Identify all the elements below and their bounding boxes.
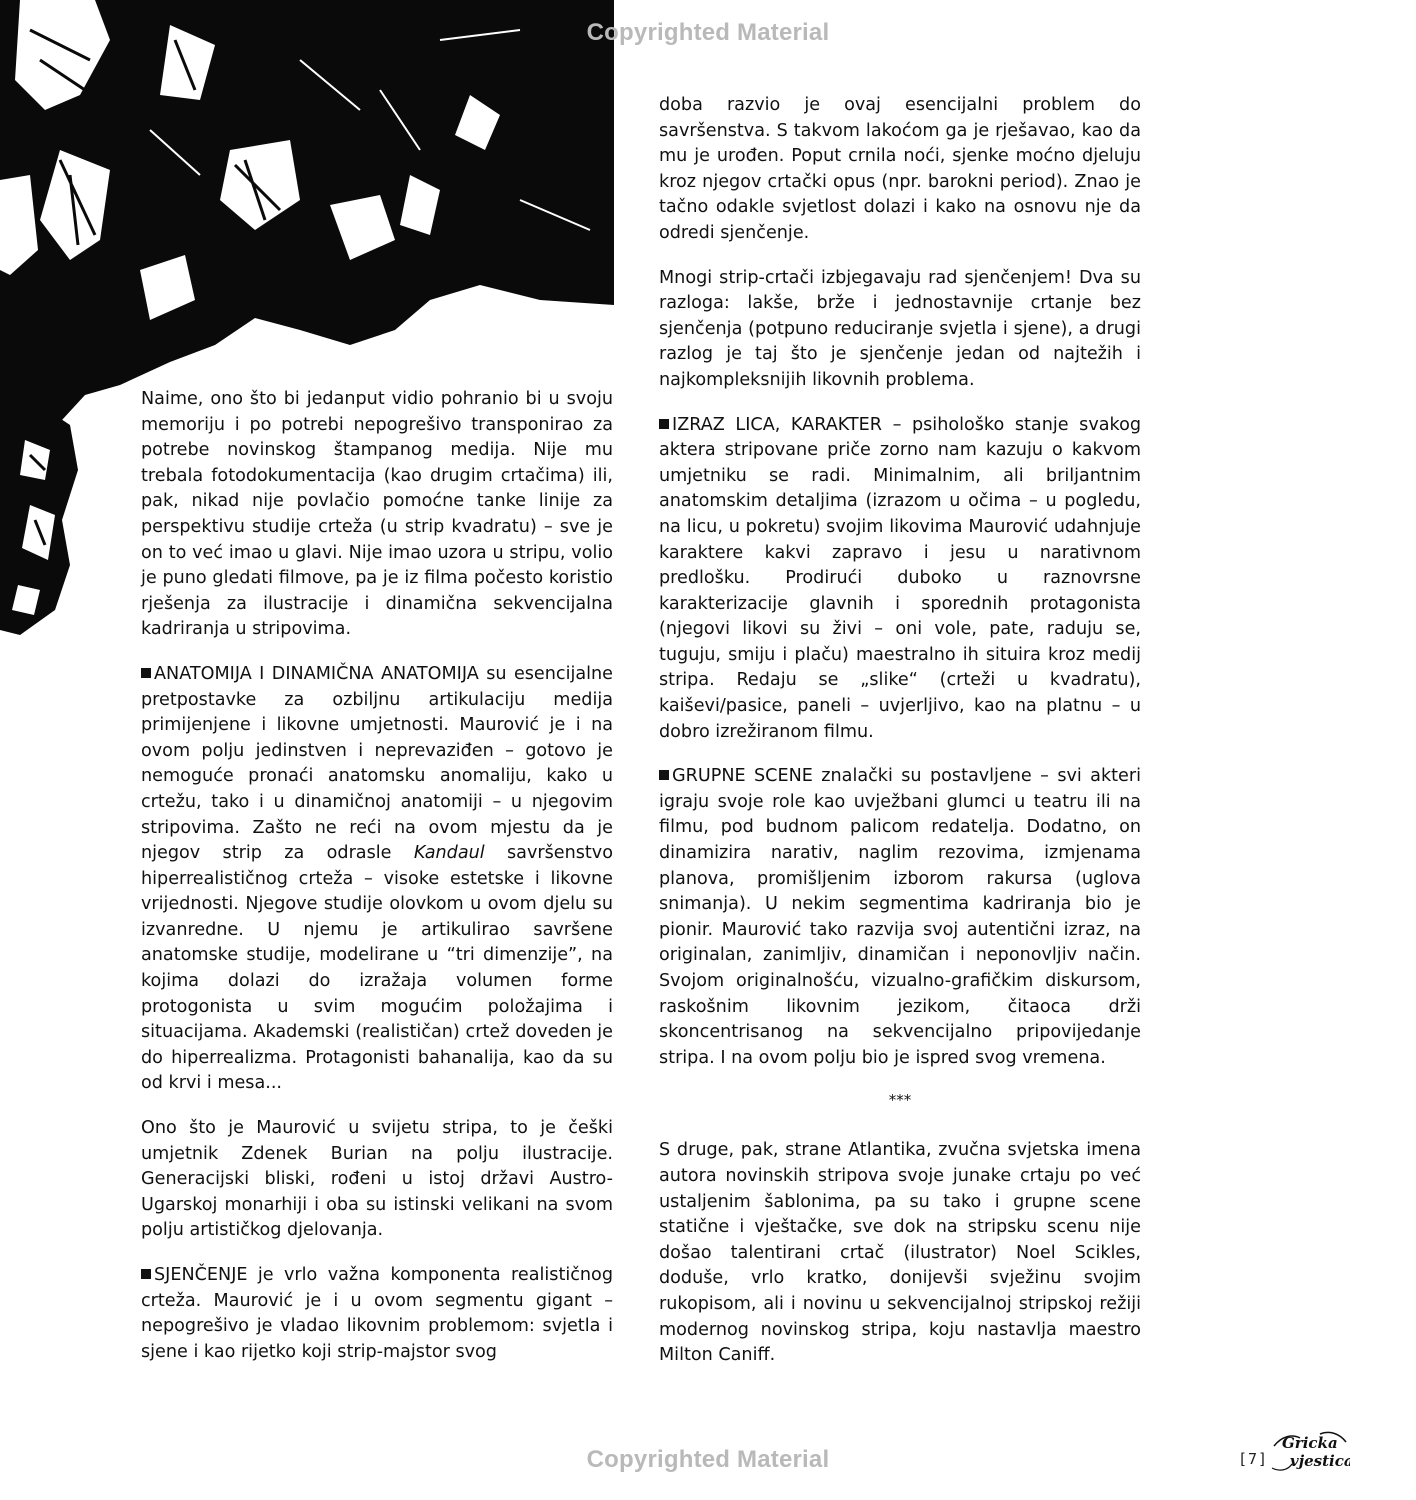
watermark-bottom: Copyrighted Material (586, 1446, 830, 1473)
paragraph: GRUPNE SCENE znalački su postavljene – svi akteri igraju svoje role kao uvježbani glumci u teatru ili na filmu, pod budnom palicom redatelja. Dodatno, on dinamizira narativ, naglim rezovima, izmjenama planova, promišljenim izborom rakursa (uglova snimanja). U nekim segmentima kadriranja bio je pionir. Maurović tako razvija svoj autentični izraz, na originalan, zanimljiv, dinamičan i neponovljiv način. Svojom originalnošću, vizualno-grafičkim diskursom, raskošnim likovnim jezikom, čitaoca drži skoncentrisanog na sekvencijalno pripovijedanje stripa. I na ovom polju bio je ispred svog vremena. (659, 766, 1141, 1068)
bullet-icon (141, 668, 151, 678)
paragraph: doba razvio je ovaj esencijalni problem do savršenstva. S takvom lakoćom ga je rješavao, kao da mu je urođen. Poput crnila noći, sjenke moćno djeluju kroz njegov crtački opus (npr. barokni period). Znao je tačno odakle svjetlost dolazi i kako na osnovu nje da odredi sjenčenje. (659, 95, 1141, 243)
paragraph: SJENČENJE je vrlo važna komponenta realističnog crteža. Maurović je i u ovom segmentu gigant – nepogrešivo je vladao likovnim problemom: svjetla i sjene i kao rijetko koji strip-majstor svog (141, 1265, 613, 1362)
paragraph: ANATOMIJA I DINAMIČNA ANATOMIJA su esencijalne pretpostavke za ozbiljnu artikulaciju medija primijenjene i likovne umjetnosti. Maurović je i na ovom polju jedinstven i neprevaziđen – gotovo je nemoguće pronaći anatomsku anomaliju, kako u crtežu, tako i u dinamičnoj anatomiji – u njegovim stripovima. Zašto ne reći na ovom mjestu da je njegov strip za odrasle Kandaul savršenstvo hiperrealističnog crteža – visoke estetske i likovne vrijednosti. Njegove studije olovkom u ovom djelu su izvanredne. U njemu je artikulirao savršene anatomske studije, modelirane u “tri dimenzije”, na kojima dolazi do izražaja volumen forme protogonista u svim mogućim položajima i situacijama. Akademski (realističan) crtež doveden je do hiperrealizma. Protagonisti bahanalija, kao da su od krvi i mesa... (141, 663, 614, 1094)
watermark-top: Copyrighted Material (586, 19, 830, 46)
work-title: Kandaul (413, 843, 485, 864)
paragraph: S druge, pak, strane Atlantika, zvučna svjetska imena autora novinskih stripova svoje junake crtaju po već ustaljenim šablonima, pa su tako i grupne scene statične i vještačke, sve dok na stripsku scenu nije došao talentirani crtač (ilustrator) Noel Scikles, doduše, vrlo kratko, donijevši svježinu svojim rukopisom, ali i novinu u sekvencijalnoj stripskoj režiji modernog novinskog stripa, koju nastavlja maestro Milton Caniff. (659, 1140, 1141, 1366)
bullet-icon (141, 1269, 151, 1279)
bullet-icon (659, 419, 669, 429)
section-lead: GRUPNE SCENE (672, 766, 813, 787)
paragraph: Naime, ono što bi jedanput vidio pohranio bi u svoju memoriju i po potrebi nepogrešivo transponirao za potrebe novinskog štampanog medija. Nije mu trebala fotodokumentacija (kao drugim crtačima) ili, pak, nikad nije povlačio pomoćne tanke linije za perspektivu studije crteža (u strip kvadratu) – sve je on to već imao u glavi. Nije imao uzora u stripu, volio je puno gledati filmove, pa je iz filma počesto koristio rješenja za ilustracije i dinamična sekvencijalna kadriranja u stripovima. (141, 389, 613, 640)
section-lead: SJENČENJE (154, 1265, 248, 1285)
bullet-icon (659, 770, 669, 780)
magazine-logo (1270, 1428, 1350, 1472)
left-column (141, 387, 613, 1384)
right-column (659, 93, 1141, 1388)
page-number: [7] (1238, 1450, 1269, 1468)
section-separator: *** (888, 1091, 912, 1110)
paragraph: Mnogi strip-crtači izbjegavaju rad sjenčenjem! Dva su razloga: lakše, brže i jednostavnije crtanje bez sjenčenja (potpuno reduciranje svjetla i sjene), a drugi razlog je taj što je sjenčenje jedan od najtežih i najkompleksnijih likovnih problema. (659, 267, 1141, 390)
paragraph: IZRAZ LICA, KARAKTER – psihološko stanje svakog aktera stripovane priče zorno nam kazuju o kakvom umjetniku se radi. Minimalnim, ali briljantnim anatomskim detaljima (izrazom u očima – u pogledu, na licu, u pokretu) svojim likovima Maurović udahnjuje karaktere kakvi zapravo i jesu u narativnom predlošku. Prodirući duboko u raznovrsne karakterizacije glavnih i sporednih protagonista (njegovi likovi su živi – oni vole, pate, raduju se, tuguju, smiju i plaču) maestralno ih situira kroz medij stripa. Redaju se „slike“ (crteži u kvadratu), kaiševi/pasice, paneli – uvjerljivo, kao na platnu – u dobro izrežiranom filmu. (659, 414, 1141, 742)
logo-text-top: Gricka (1282, 1434, 1338, 1452)
section-lead: ANATOMIJA I DINAMIČNA ANATOMIJA (154, 663, 479, 684)
logo-text-bottom: vjestica (1290, 1452, 1350, 1470)
paragraph: Ono što je Maurović u svijetu stripa, to je češki umjetnik Zdenek Burian na polju ilustracije. Generacijski bliski, rođeni u istoj državi Austro-Ugarskoj monarhiji i oba su istinski velikani na svom polju artističkog djelovanja. (141, 1118, 613, 1241)
section-lead: IZRAZ LICA, KARAKTER (672, 414, 882, 435)
